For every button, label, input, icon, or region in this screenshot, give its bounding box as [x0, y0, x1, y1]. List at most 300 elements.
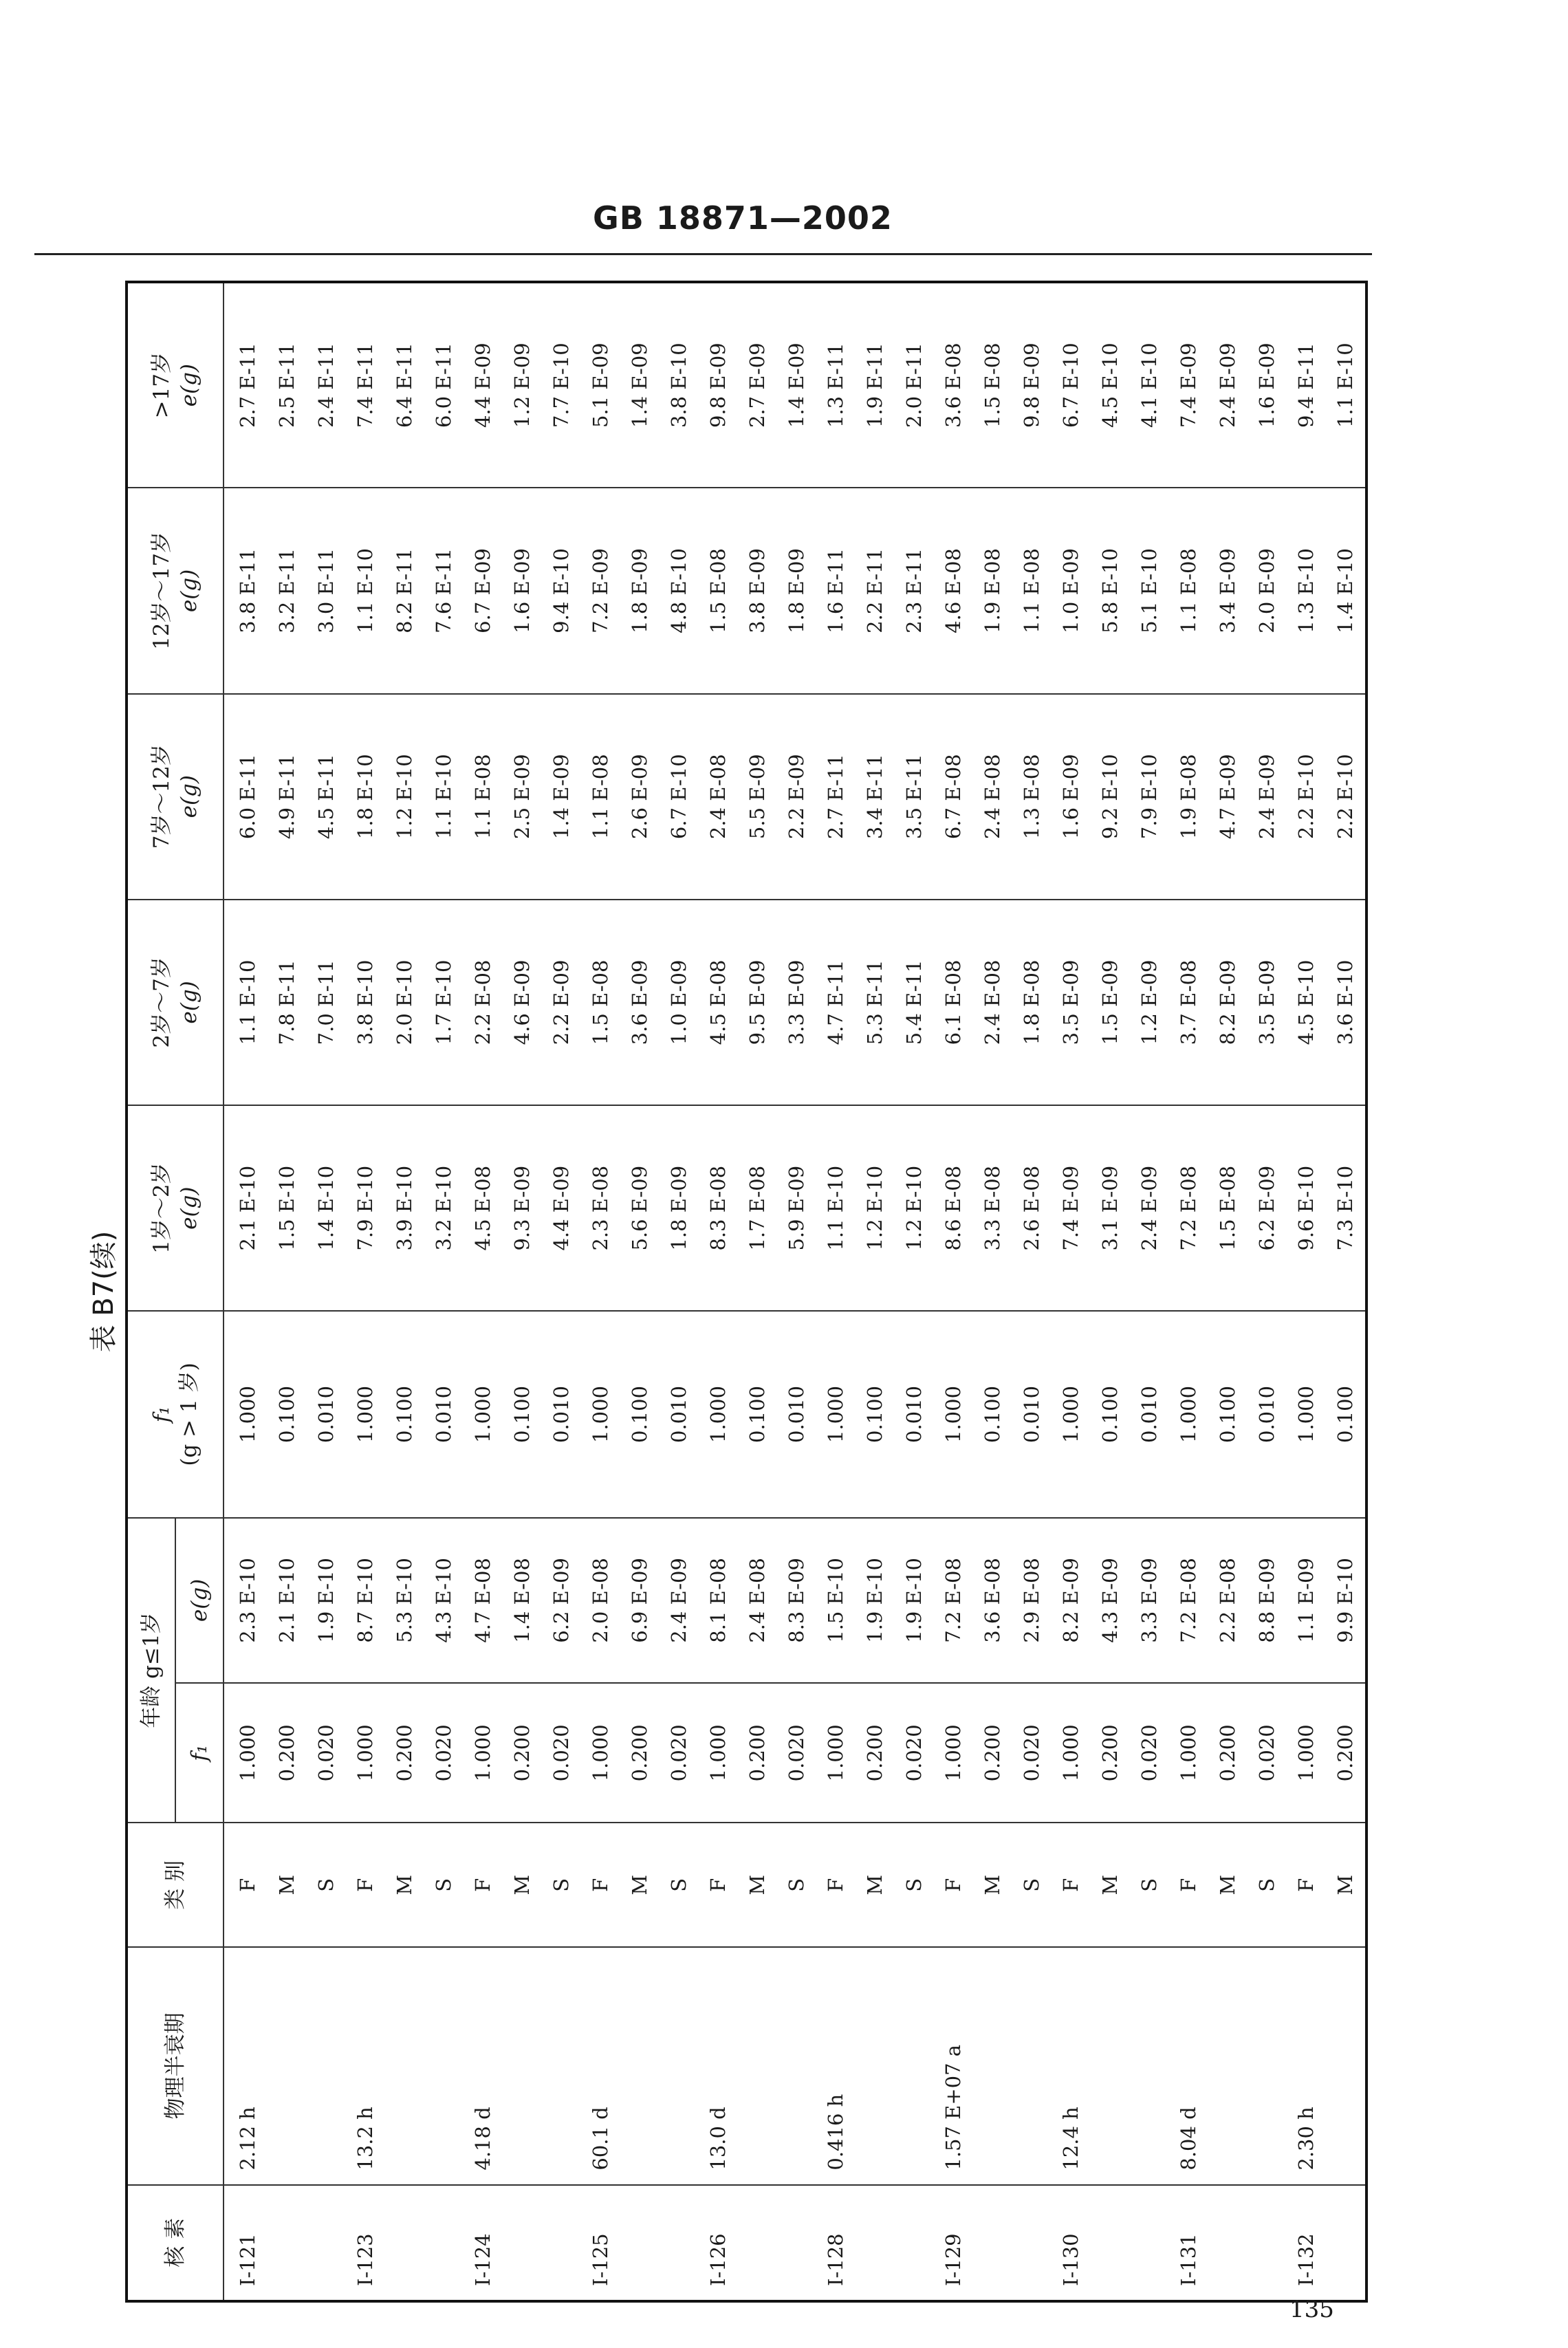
table-row	[1248, 282, 1287, 2301]
table-row	[1326, 282, 1366, 2301]
e-infant-cell: 4.3 E-09	[1091, 1518, 1130, 1684]
e-12-17-cell: 1.5 E-08	[699, 488, 738, 693]
nuclide-cell: I-131	[1169, 2185, 1208, 2301]
f1-child-cell: 0.100	[503, 1311, 542, 1517]
f1-child-cell: 0.100	[620, 1311, 660, 1517]
f1-infant-cell: 0.200	[1091, 1683, 1130, 1823]
f1-infant-cell: 0.020	[895, 1683, 934, 1823]
header-age-7-12-label: 7岁～12岁	[149, 744, 174, 849]
e-12-17-cell: 1.6 E-11	[816, 488, 856, 693]
header-age-12-17-eg: e(g)	[177, 569, 202, 613]
half-life-cell	[777, 1947, 816, 2185]
e-1-2-cell: 1.4 E-10	[307, 1105, 346, 1311]
f1-infant-cell: 0.020	[424, 1683, 464, 1823]
f1-infant-cell: 1.000	[816, 1683, 856, 1823]
f1-child-cell: 0.100	[856, 1311, 895, 1517]
header-nuclide: 核 素	[127, 2185, 224, 2301]
e-infant-cell: 8.8 E-09	[1248, 1518, 1287, 1684]
table-body	[224, 282, 1366, 2301]
nuclide-cell	[1130, 2185, 1169, 2301]
e-1-2-cell: 1.5 E-10	[268, 1105, 307, 1311]
class-cell: S	[542, 1823, 581, 1947]
e-12-17-cell: 8.2 E-11	[385, 488, 424, 693]
f1-infant-cell: 0.200	[856, 1683, 895, 1823]
e-17-cell: 9.8 E-09	[1012, 282, 1052, 488]
e-12-17-cell: 3.8 E-11	[224, 488, 268, 693]
nuclide-cell: I-132	[1287, 2185, 1326, 2301]
table-row	[856, 282, 895, 2301]
table-row	[660, 282, 699, 2301]
header-age-7-12-eg: e(g)	[177, 775, 202, 818]
e-1-2-cell: 1.2 E-10	[856, 1105, 895, 1311]
f1-child-cell: 0.100	[738, 1311, 777, 1517]
class-cell: S	[895, 1823, 934, 1947]
nuclide-cell	[777, 2185, 816, 2301]
e-17-cell: 1.5 E-08	[973, 282, 1012, 488]
nuclide-cell: I-129	[934, 2185, 973, 2301]
e-1-2-cell: 7.3 E-10	[1326, 1105, 1366, 1311]
e-2-7-cell: 6.1 E-08	[934, 900, 973, 1105]
nuclide-cell	[268, 2185, 307, 2301]
nuclide-cell	[1012, 2185, 1052, 2301]
nuclide-cell	[424, 2185, 464, 2301]
half-life-cell	[1208, 1947, 1248, 2185]
table-row	[620, 282, 660, 2301]
e-infant-cell: 9.9 E-10	[1326, 1518, 1366, 1684]
f1-child-cell: 0.010	[424, 1311, 464, 1517]
class-cell: M	[856, 1823, 895, 1947]
e-2-7-cell: 1.2 E-09	[1130, 900, 1169, 1105]
f1-infant-cell: 0.020	[1130, 1683, 1169, 1823]
half-life-cell: 2.30 h	[1287, 1947, 1326, 2185]
half-life-cell: 12.4 h	[1052, 1947, 1091, 2185]
table-row	[777, 282, 816, 2301]
f1-infant-cell: 1.000	[1169, 1683, 1208, 1823]
e-7-12-cell: 2.4 E-08	[973, 694, 1012, 900]
e-7-12-cell: 4.7 E-09	[1208, 694, 1248, 900]
class-cell: F	[224, 1823, 268, 1947]
e-7-12-cell: 2.2 E-10	[1326, 694, 1366, 900]
e-7-12-cell: 1.3 E-08	[1012, 694, 1052, 900]
e-12-17-cell: 1.6 E-09	[503, 488, 542, 693]
f1-infant-cell: 0.200	[268, 1683, 307, 1823]
table-row	[307, 282, 346, 2301]
e-1-2-cell: 3.2 E-10	[424, 1105, 464, 1311]
table-row	[1012, 282, 1052, 2301]
table-row	[895, 282, 934, 2301]
f1-child-cell: 0.010	[1130, 1311, 1169, 1517]
e-infant-cell: 1.4 E-08	[503, 1518, 542, 1684]
f1-infant-cell: 1.000	[934, 1683, 973, 1823]
nuclide-cell	[503, 2185, 542, 2301]
e-1-2-cell: 2.6 E-08	[1012, 1105, 1052, 1311]
e-infant-cell: 1.9 E-10	[307, 1518, 346, 1684]
f1-child-cell: 0.010	[660, 1311, 699, 1517]
header-age-2-7-label: 2岁～7岁	[149, 957, 174, 1048]
half-life-cell: 2.12 h	[224, 1947, 268, 2185]
f1-child-cell: 1.000	[699, 1311, 738, 1517]
half-life-cell: 13.0 d	[699, 1947, 738, 2185]
f1-infant-cell: 0.020	[542, 1683, 581, 1823]
e-infant-cell: 6.2 E-09	[542, 1518, 581, 1684]
nuclide-cell: I-124	[464, 2185, 503, 2301]
class-cell: M	[620, 1823, 660, 1947]
table-row	[1091, 282, 1130, 2301]
class-cell: F	[934, 1823, 973, 1947]
nuclide-cell	[1326, 2185, 1366, 2301]
e-infant-cell: 4.7 E-08	[464, 1518, 503, 1684]
table-row	[973, 282, 1012, 2301]
table-row	[503, 282, 542, 2301]
nuclide-cell	[660, 2185, 699, 2301]
f1-child-cell: 1.000	[346, 1311, 385, 1517]
half-life-cell	[1012, 1947, 1052, 2185]
f1-child-cell: 0.100	[1208, 1311, 1248, 1517]
nuclide-cell	[307, 2185, 346, 2301]
half-life-cell	[307, 1947, 346, 2185]
f1-infant-cell: 1.000	[1287, 1683, 1326, 1823]
f1-infant-cell: 0.200	[973, 1683, 1012, 1823]
e-infant-cell: 8.3 E-09	[777, 1518, 816, 1684]
f1-child-cell: 0.010	[777, 1311, 816, 1517]
e-infant-cell: 6.9 E-09	[620, 1518, 660, 1684]
nuclide-cell: I-128	[816, 2185, 856, 2301]
e-1-2-cell: 5.6 E-09	[620, 1105, 660, 1311]
f1-child-cell: 0.100	[268, 1311, 307, 1517]
half-life-cell: 1.57 E+07 a	[934, 1947, 973, 2185]
nuclide-cell: I-126	[699, 2185, 738, 2301]
e-1-2-cell: 2.4 E-09	[1130, 1105, 1169, 1311]
table-row	[464, 282, 503, 2301]
header-age-12-17	[127, 488, 224, 693]
standard-number: GB 18871—2002	[593, 199, 893, 237]
half-life-cell: 60.1 d	[581, 1947, 620, 2185]
e-12-17-cell: 7.6 E-11	[424, 488, 464, 693]
nuclide-cell	[385, 2185, 424, 2301]
e-2-7-cell: 3.6 E-10	[1326, 900, 1366, 1105]
e-2-7-cell: 2.0 E-10	[385, 900, 424, 1105]
table-row	[1169, 282, 1208, 2301]
e-infant-cell: 3.3 E-09	[1130, 1518, 1169, 1684]
f1-infant-cell: 1.000	[581, 1683, 620, 1823]
half-life-cell	[424, 1947, 464, 2185]
e-12-17-cell: 1.1 E-08	[1169, 488, 1208, 693]
half-life-cell: 8.04 d	[1169, 1947, 1208, 2185]
half-life-cell	[973, 1947, 1012, 2185]
e-12-17-cell: 1.3 E-10	[1287, 488, 1326, 693]
e-2-7-cell: 2.2 E-08	[464, 900, 503, 1105]
e-17-cell: 5.1 E-09	[581, 282, 620, 488]
e-7-12-cell: 2.4 E-08	[699, 694, 738, 900]
table-row	[346, 282, 385, 2301]
f1-child-cell: 1.000	[816, 1311, 856, 1517]
class-cell: M	[268, 1823, 307, 1947]
f1-child-cell: 1.000	[1052, 1311, 1091, 1517]
f1-child-cell: 0.100	[385, 1311, 424, 1517]
e-17-cell: 2.7 E-11	[224, 282, 268, 488]
e-1-2-cell: 6.2 E-09	[1248, 1105, 1287, 1311]
table-caption: 表 B7(续)	[88, 1230, 120, 1353]
e-2-7-cell: 1.7 E-10	[424, 900, 464, 1105]
e-17-cell: 4.5 E-10	[1091, 282, 1130, 488]
e-17-cell: 6.4 E-11	[385, 282, 424, 488]
f1-infant-cell: 0.020	[307, 1683, 346, 1823]
class-cell: M	[385, 1823, 424, 1947]
e-12-17-cell: 1.8 E-09	[777, 488, 816, 693]
e-2-7-cell: 3.8 E-10	[346, 900, 385, 1105]
header-age-1-2-eg: e(g)	[177, 1186, 202, 1230]
f1-infant-cell: 1.000	[224, 1683, 268, 1823]
e-infant-cell: 7.2 E-08	[1169, 1518, 1208, 1684]
e-1-2-cell: 4.5 E-08	[464, 1105, 503, 1311]
header-age-17-label: >17岁	[149, 351, 174, 419]
header-age-17-eg: e(g)	[177, 363, 202, 407]
e-7-12-cell: 1.1 E-08	[464, 694, 503, 900]
e-12-17-cell: 2.2 E-11	[856, 488, 895, 693]
class-cell: S	[307, 1823, 346, 1947]
table-row	[424, 282, 464, 2301]
e-17-cell: 4.4 E-09	[464, 282, 503, 488]
e-17-cell: 1.9 E-11	[856, 282, 895, 488]
e-12-17-cell: 4.6 E-08	[934, 488, 973, 693]
table-row	[816, 282, 856, 2301]
e-infant-cell: 3.6 E-08	[973, 1518, 1012, 1684]
e-12-17-cell: 1.9 E-08	[973, 488, 1012, 693]
nuclide-cell	[1208, 2185, 1248, 2301]
e-12-17-cell: 2.3 E-11	[895, 488, 934, 693]
class-cell: F	[464, 1823, 503, 1947]
header-f1-infant: f₁	[175, 1683, 224, 1823]
f1-infant-cell: 0.020	[660, 1683, 699, 1823]
header-age-1-2-label: 1岁～2岁	[149, 1162, 174, 1254]
dose-coefficient-table	[125, 281, 1368, 2303]
e-infant-cell: 4.3 E-10	[424, 1518, 464, 1684]
class-cell: S	[1248, 1823, 1287, 1947]
e-7-12-cell: 7.9 E-10	[1130, 694, 1169, 900]
nuclide-cell: I-121	[224, 2185, 268, 2301]
e-12-17-cell: 4.8 E-10	[660, 488, 699, 693]
e-17-cell: 4.1 E-10	[1130, 282, 1169, 488]
half-life-cell	[268, 1947, 307, 2185]
e-2-7-cell: 3.5 E-09	[1052, 900, 1091, 1105]
e-7-12-cell: 1.1 E-08	[581, 694, 620, 900]
e-2-7-cell: 4.7 E-11	[816, 900, 856, 1105]
e-12-17-cell: 6.7 E-09	[464, 488, 503, 693]
table-row	[1052, 282, 1091, 2301]
e-1-2-cell: 3.9 E-10	[385, 1105, 424, 1311]
e-12-17-cell: 3.8 E-09	[738, 488, 777, 693]
e-17-cell: 6.0 E-11	[424, 282, 464, 488]
half-life-cell	[660, 1947, 699, 2185]
table-row	[699, 282, 738, 2301]
e-12-17-cell: 1.1 E-10	[346, 488, 385, 693]
half-life-cell	[895, 1947, 934, 2185]
f1-infant-cell: 0.200	[503, 1683, 542, 1823]
half-life-cell	[620, 1947, 660, 2185]
header-age-7-12	[127, 694, 224, 900]
e-infant-cell: 1.9 E-10	[895, 1518, 934, 1684]
e-2-7-cell: 7.0 E-11	[307, 900, 346, 1105]
f1-child-cell: 1.000	[1169, 1311, 1208, 1517]
f1-child-cell: 0.100	[1326, 1311, 1366, 1517]
table-row	[1287, 282, 1326, 2301]
f1-infant-cell: 1.000	[346, 1683, 385, 1823]
header-rule	[34, 253, 1372, 255]
f1-child-cell: 0.010	[1248, 1311, 1287, 1517]
class-cell: F	[1287, 1823, 1326, 1947]
e-7-12-cell: 2.5 E-09	[503, 694, 542, 900]
e-17-cell: 9.8 E-09	[699, 282, 738, 488]
f1-infant-cell: 1.000	[699, 1683, 738, 1823]
class-cell: M	[1208, 1823, 1248, 1947]
e-7-12-cell: 6.0 E-11	[224, 694, 268, 900]
e-1-2-cell: 7.9 E-10	[346, 1105, 385, 1311]
e-12-17-cell: 3.4 E-09	[1208, 488, 1248, 693]
class-cell: F	[699, 1823, 738, 1947]
f1-child-cell: 0.010	[307, 1311, 346, 1517]
nuclide-cell	[895, 2185, 934, 2301]
e-12-17-cell: 1.8 E-09	[620, 488, 660, 693]
e-2-7-cell: 1.0 E-09	[660, 900, 699, 1105]
half-life-cell	[1130, 1947, 1169, 2185]
half-life-cell	[856, 1947, 895, 2185]
e-17-cell: 6.7 E-10	[1052, 282, 1091, 488]
e-17-cell: 7.7 E-10	[542, 282, 581, 488]
e-1-2-cell: 8.3 E-08	[699, 1105, 738, 1311]
e-17-cell: 2.7 E-09	[738, 282, 777, 488]
half-life-cell	[1326, 1947, 1366, 2185]
e-2-7-cell: 8.2 E-09	[1208, 900, 1248, 1105]
e-17-cell: 2.4 E-11	[307, 282, 346, 488]
e-17-cell: 3.6 E-08	[934, 282, 973, 488]
e-2-7-cell: 1.1 E-10	[224, 900, 268, 1105]
e-7-12-cell: 1.8 E-10	[346, 694, 385, 900]
e-2-7-cell: 3.6 E-09	[620, 900, 660, 1105]
nuclide-cell	[620, 2185, 660, 2301]
table-row	[224, 282, 268, 2301]
e-17-cell: 1.4 E-09	[777, 282, 816, 488]
e-17-cell: 1.4 E-09	[620, 282, 660, 488]
class-cell: S	[1130, 1823, 1169, 1947]
e-17-cell: 7.4 E-09	[1169, 282, 1208, 488]
header-half-life: 物理半衰期	[127, 1947, 224, 2185]
f1-child-cell: 0.010	[895, 1311, 934, 1517]
half-life-cell: 0.416 h	[816, 1947, 856, 2185]
class-cell: S	[660, 1823, 699, 1947]
e-infant-cell: 1.1 E-09	[1287, 1518, 1326, 1684]
e-1-2-cell: 1.7 E-08	[738, 1105, 777, 1311]
e-1-2-cell: 3.3 E-08	[973, 1105, 1012, 1311]
class-cell: F	[581, 1823, 620, 1947]
e-1-2-cell: 8.6 E-08	[934, 1105, 973, 1311]
e-12-17-cell: 5.8 E-10	[1091, 488, 1130, 693]
e-infant-cell: 2.2 E-08	[1208, 1518, 1248, 1684]
e-2-7-cell: 4.5 E-08	[699, 900, 738, 1105]
e-1-2-cell: 1.5 E-08	[1208, 1105, 1248, 1311]
half-life-cell	[738, 1947, 777, 2185]
header-age-1-2	[127, 1105, 224, 1311]
header-f1-child-line1: f₁	[149, 1406, 174, 1423]
e-12-17-cell: 1.4 E-10	[1326, 488, 1366, 693]
nuclide-cell	[738, 2185, 777, 2301]
e-2-7-cell: 3.3 E-09	[777, 900, 816, 1105]
e-7-12-cell: 1.6 E-09	[1052, 694, 1091, 900]
e-17-cell: 1.1 E-10	[1326, 282, 1366, 488]
e-1-2-cell: 1.1 E-10	[816, 1105, 856, 1311]
f1-infant-cell: 0.200	[1208, 1683, 1248, 1823]
e-2-7-cell: 2.2 E-09	[542, 900, 581, 1105]
f1-infant-cell: 0.020	[1012, 1683, 1052, 1823]
e-7-12-cell: 1.9 E-08	[1169, 694, 1208, 900]
nuclide-cell: I-123	[346, 2185, 385, 2301]
header-age-17	[127, 282, 224, 488]
e-7-12-cell: 2.2 E-10	[1287, 694, 1326, 900]
header-class: 类 别	[127, 1823, 224, 1947]
e-2-7-cell: 1.8 E-08	[1012, 900, 1052, 1105]
class-cell: F	[1169, 1823, 1208, 1947]
e-12-17-cell: 3.2 E-11	[268, 488, 307, 693]
e-7-12-cell: 2.2 E-09	[777, 694, 816, 900]
header-age-2-7	[127, 900, 224, 1105]
e-1-2-cell: 1.8 E-09	[660, 1105, 699, 1311]
e-7-12-cell: 6.7 E-08	[934, 694, 973, 900]
e-1-2-cell: 3.1 E-09	[1091, 1105, 1130, 1311]
e-17-cell: 1.6 E-09	[1248, 282, 1287, 488]
e-17-cell: 1.3 E-11	[816, 282, 856, 488]
table-row	[1208, 282, 1248, 2301]
e-2-7-cell: 1.5 E-08	[581, 900, 620, 1105]
table-row	[738, 282, 777, 2301]
f1-infant-cell: 0.200	[620, 1683, 660, 1823]
e-1-2-cell: 9.6 E-10	[1287, 1105, 1326, 1311]
e-infant-cell: 2.1 E-10	[268, 1518, 307, 1684]
e-17-cell: 7.4 E-11	[346, 282, 385, 488]
class-cell: M	[973, 1823, 1012, 1947]
e-17-cell: 2.4 E-09	[1208, 282, 1248, 488]
f1-infant-cell: 1.000	[464, 1683, 503, 1823]
e-7-12-cell: 4.9 E-11	[268, 694, 307, 900]
e-12-17-cell: 9.4 E-10	[542, 488, 581, 693]
class-cell: S	[1012, 1823, 1052, 1947]
half-life-cell	[542, 1947, 581, 2185]
f1-child-cell: 0.100	[1091, 1311, 1130, 1517]
page-number: 135	[1289, 2296, 1334, 2323]
e-7-12-cell: 1.2 E-10	[385, 694, 424, 900]
table-row	[542, 282, 581, 2301]
header-age-2-7-eg: e(g)	[177, 981, 202, 1024]
header-age-12-17-label: 12岁～17岁	[149, 532, 174, 650]
class-cell: S	[777, 1823, 816, 1947]
e-infant-cell: 5.3 E-10	[385, 1518, 424, 1684]
e-2-7-cell: 1.5 E-09	[1091, 900, 1130, 1105]
f1-child-cell: 0.100	[973, 1311, 1012, 1517]
table-row	[268, 282, 307, 2301]
e-12-17-cell: 5.1 E-10	[1130, 488, 1169, 693]
f1-infant-cell: 0.020	[777, 1683, 816, 1823]
f1-infant-cell: 0.200	[738, 1683, 777, 1823]
table-row	[1130, 282, 1169, 2301]
e-2-7-cell: 5.4 E-11	[895, 900, 934, 1105]
e-12-17-cell: 2.0 E-09	[1248, 488, 1287, 693]
e-1-2-cell: 2.1 E-10	[224, 1105, 268, 1311]
e-2-7-cell: 4.6 E-09	[503, 900, 542, 1105]
header-f1-child-line2: (g > 1 岁)	[177, 1362, 202, 1466]
f1-infant-cell: 1.000	[1052, 1683, 1091, 1823]
class-cell: M	[1326, 1823, 1366, 1947]
e-infant-cell: 2.3 E-10	[224, 1518, 268, 1684]
e-1-2-cell: 2.3 E-08	[581, 1105, 620, 1311]
half-life-cell	[1248, 1947, 1287, 2185]
